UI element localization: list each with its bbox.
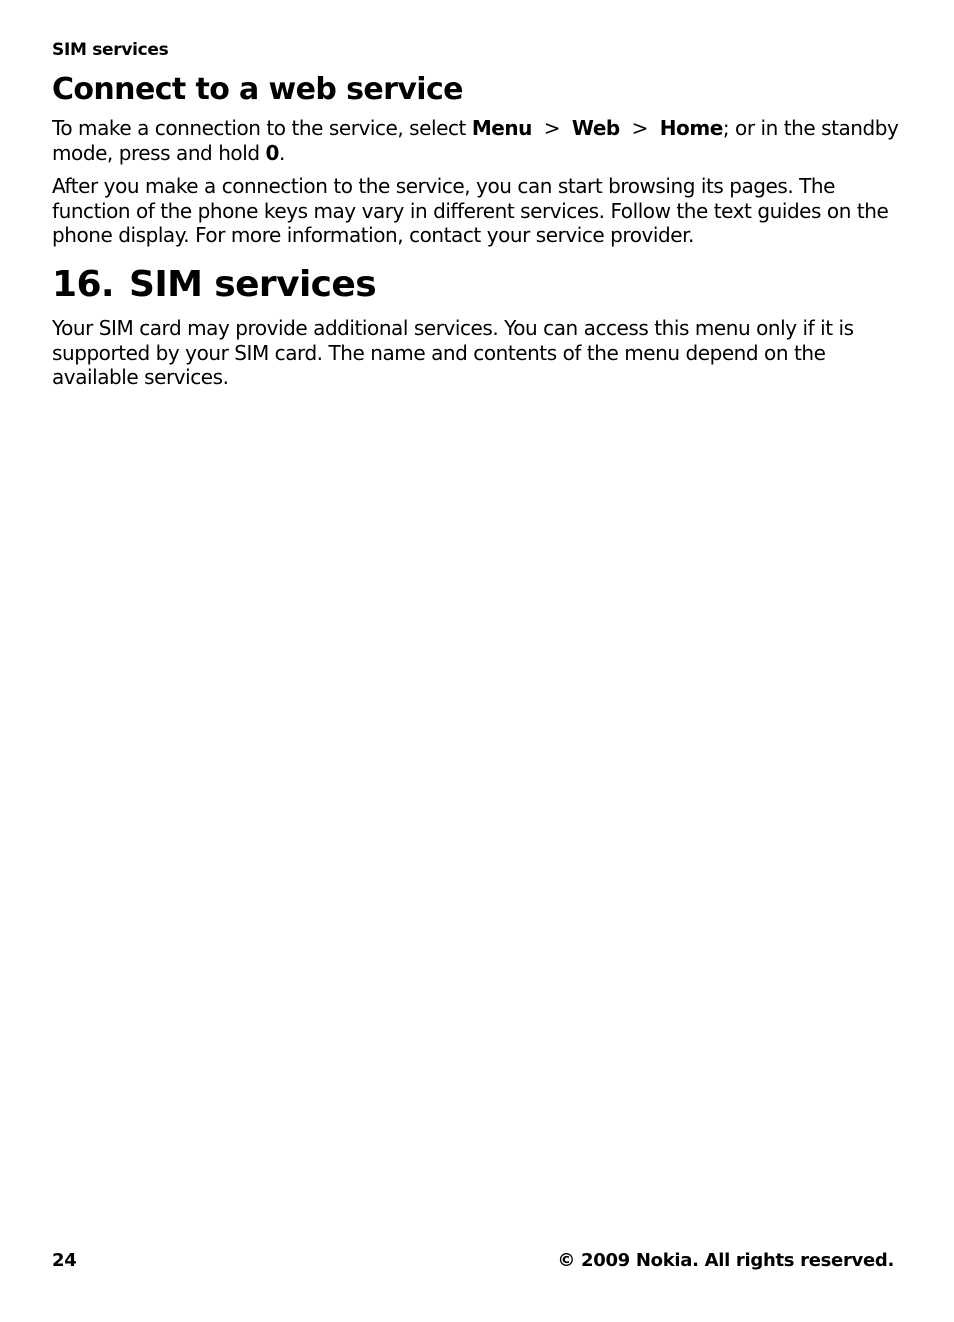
menu-path-separator: > xyxy=(531,116,572,140)
text-fragment: . xyxy=(278,140,285,165)
text-fragment: To make a connection to the service, select xyxy=(52,116,472,140)
section-heading: Connect to a web service xyxy=(52,72,463,107)
menu-path-home: Home xyxy=(659,116,723,140)
menu-path-separator: > xyxy=(619,116,660,140)
browsing-paragraph: After you make a connection to the service, you can start browsing its pages. The function of the phone keys may vary in different services. Follow the text guides on the phone display. For more information, contact your service provider. xyxy=(52,174,889,247)
page-number: 24 xyxy=(52,1250,77,1271)
menu-path-menu: Menu xyxy=(471,116,532,140)
chapter-title: SIM services xyxy=(129,264,377,305)
sim-services-paragraph: Your SIM card may provide additional services. You can access this menu only if it is supported by your SIM card. The name and contents of the menu depend on the available services. xyxy=(52,316,854,389)
key-zero: 0 xyxy=(265,140,279,165)
chapter-heading xyxy=(52,263,376,306)
chapter-number: 16. xyxy=(52,264,114,305)
copyright-notice: © 2009 Nokia. All rights reserved. xyxy=(557,1250,894,1271)
text-fragment: ; or in the standby mode, press and hold xyxy=(52,116,899,165)
running-header: SIM services xyxy=(52,40,169,60)
connect-instructions xyxy=(52,116,902,165)
menu-path-web: Web xyxy=(571,116,620,140)
